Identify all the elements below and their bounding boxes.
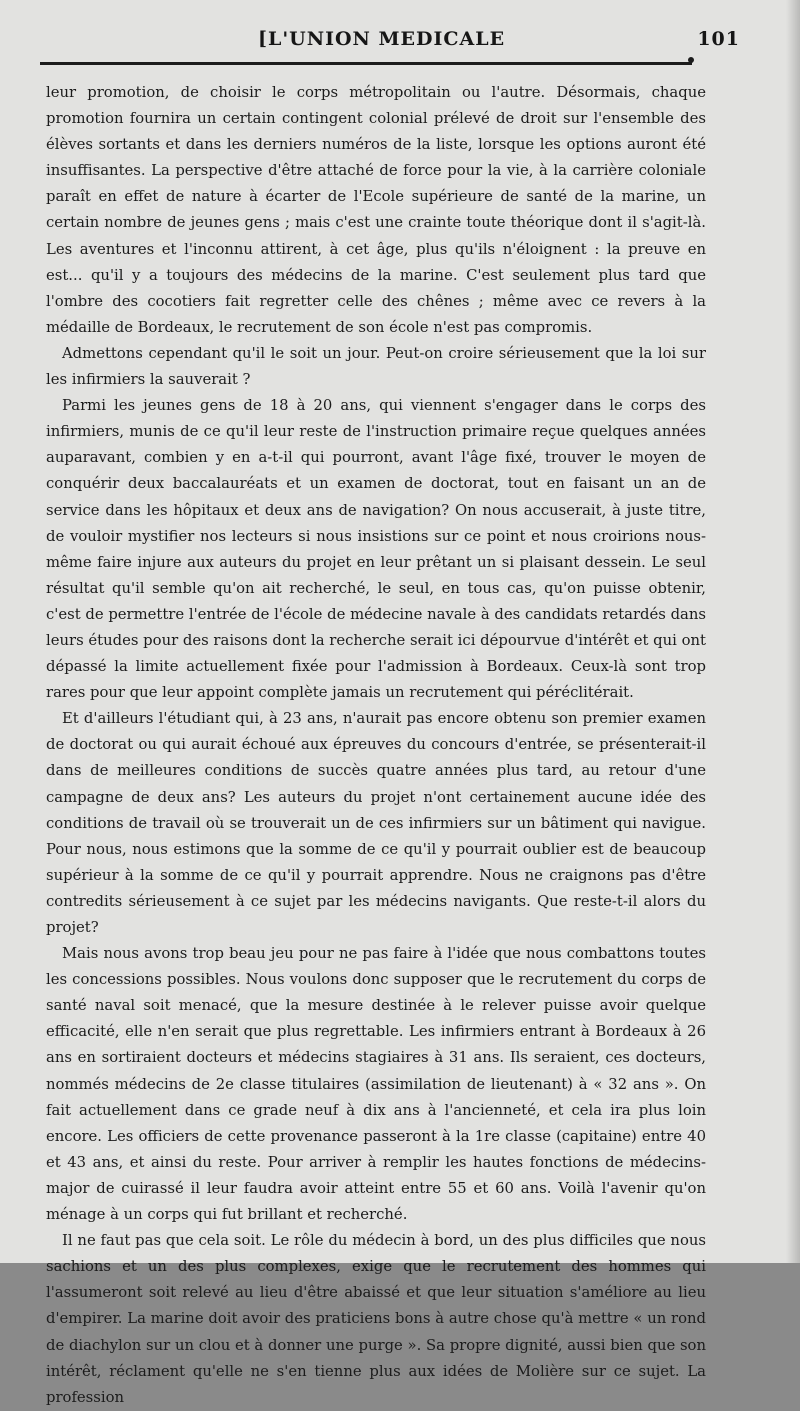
journal-title: [L'UNION MEDICALE xyxy=(258,28,506,50)
running-header xyxy=(40,26,740,56)
paragraph-5: Mais nous avons trop beau jeu pour ne pas faire à l'idée que nous combattons toutes les concessions possibles. Nous voulons donc supposer que le recrutement du corps de santé naval soit menacé, que la mesure destinée à le relever puisse avoir quelque efficacité, elle n'en serait que plus regrettable. Les infirmiers entrant à Bordeaux à 26 ans en sortiraient docteurs et médecins stagiaires à 31 ans. Ils seraient, ces docteurs, nommés médecins de 2e classe titulaires (assimilation de lieutenant) à « 32 ans ». On fait actuellement dans ce grade neuf à dix ans à l'ancienneté, et cela ira plus loin encore. Les officiers de cette provenance passeront à la 1re classe (capitaine) entre 40 et 43 ans, et ainsi du reste. Pour arriver à remplir les hautes fonctions de médecins-major de cuirassé il leur faudra avoir atteint entre 55 et 60 ans. Voilà l'avenir qu'on ménage à un corps qui fut brillant et recherché. xyxy=(46,945,706,1224)
article-body xyxy=(46,80,706,1411)
page-edge-shadow xyxy=(786,0,800,1263)
paragraph-1: leur promotion, de choisir le corps métropolitain ou l'autre. Désormais, chaque promotion fournira un certain contingent colonial prélevé de droit sur l'ensemble des élèves sortants et dans les derniers numéros de la liste, lorsque les options auront été insuffisantes. La perspective d'être attaché de force pour la vie, à la carrière coloniale paraît en effet de nature à écarter de l'Ecole supérieure de santé de la marine, un certain nombre de jeunes gens ; mais c'est une crainte toute théorique dont il s'agit-là. Les aventures et l'inconnu attirent, à cet âge, plus qu'ils n'éloignent : la preuve en est... qu'il y a toujours des médecins de la marine. C'est seulement plus tard que l'ombre des cocotiers fait regretter celle des chênes ; même avec ce revers à la médaille de Bordeaux, le recrutement de son école n'est pas compromis. xyxy=(46,84,706,336)
paragraph-2: Admettons cependant qu'il le soit un jour. Peut-on croire sérieusement que la loi sur les infirmiers la sauverait ? xyxy=(46,344,706,389)
page-number: 101 xyxy=(697,28,740,50)
header-rule xyxy=(40,62,692,65)
header-rule-dot xyxy=(688,57,694,63)
paragraph-6: Il ne faut pas que cela soit. Le rôle du médecin à bord, un des plus difficiles que nous sachions et un des plus complexes, exige que le recrutement des hommes qui l'assumeront soit relevé au lieu d'être abaissé et que leur situation s'améliore au lieu d'empirer. La marine doit avoir des praticiens bons à autre chose qu'à mettre « un rond de diachylon sur un clou et à donner une purge ». Sa propre dignité, aussi bien que son intérêt, réclament qu'elle ne s'en tienne plus aux idées de Molière sur ce sujet. La profession xyxy=(46,1232,706,1406)
paragraph-4: Et d'ailleurs l'étudiant qui, à 23 ans, n'aurait pas encore obtenu son premier examen de doctorat ou qui aurait échoué aux épreuves du concours d'entrée, se présenterait-il dans de meilleures conditions de succès quatre années plus tard, au retour d'une campagne de deux ans? Les auteurs du projet n'ont certainement aucune idée des conditions de travail où se trouverait un de ces infirmiers sur un bâtiment qui navigue. Pour nous, nous estimons que la somme de ce qu'il y pourrait oublier est de beaucoup supérieur à la somme de ce qu'il y pourrait apprendre. Nous ne craignons pas d'être contredits sérieusement à ce sujet par les médecins navigants. Que reste-t-il alors du projet? xyxy=(46,710,706,936)
paragraph-3: Parmi les jeunes gens de 18 à 20 ans, qui viennent s'engager dans le corps des infirmiers, munis de ce qu'il leur reste de l'instruction primaire reçue quelques années auparavant, combien y en a-t-il qui pourront, avant l'âge fixé, trouver le moyen de conquérir deux baccalauréats et un examen de doctorat, tout en faisant un an de service dans les hôpitaux et deux ans de navigation? On nous accuserait, à juste titre, de vouloir mystifier nos lecteurs si nous insistions sur ce point et nous croirions nous-même faire injure aux auteurs du projet en leur prêtant un si plaisant dessein. Le seul résultat qu'il semble qu'on ait recherché, le seul, en tous cas, qu'on puisse obtenir, c'est de permettre l'entrée de l'école de médecine navale à des candidats retardés dans leurs études pour des raisons dont la recherche serait ici dépourvue d'intérêt et qui ont dépassé la limite actuellement fixée pour l'admission à Bordeaux. Ceux-là sont trop rares pour que leur appoint complète jamais un recrutement qui péréclitérait. xyxy=(46,397,706,702)
